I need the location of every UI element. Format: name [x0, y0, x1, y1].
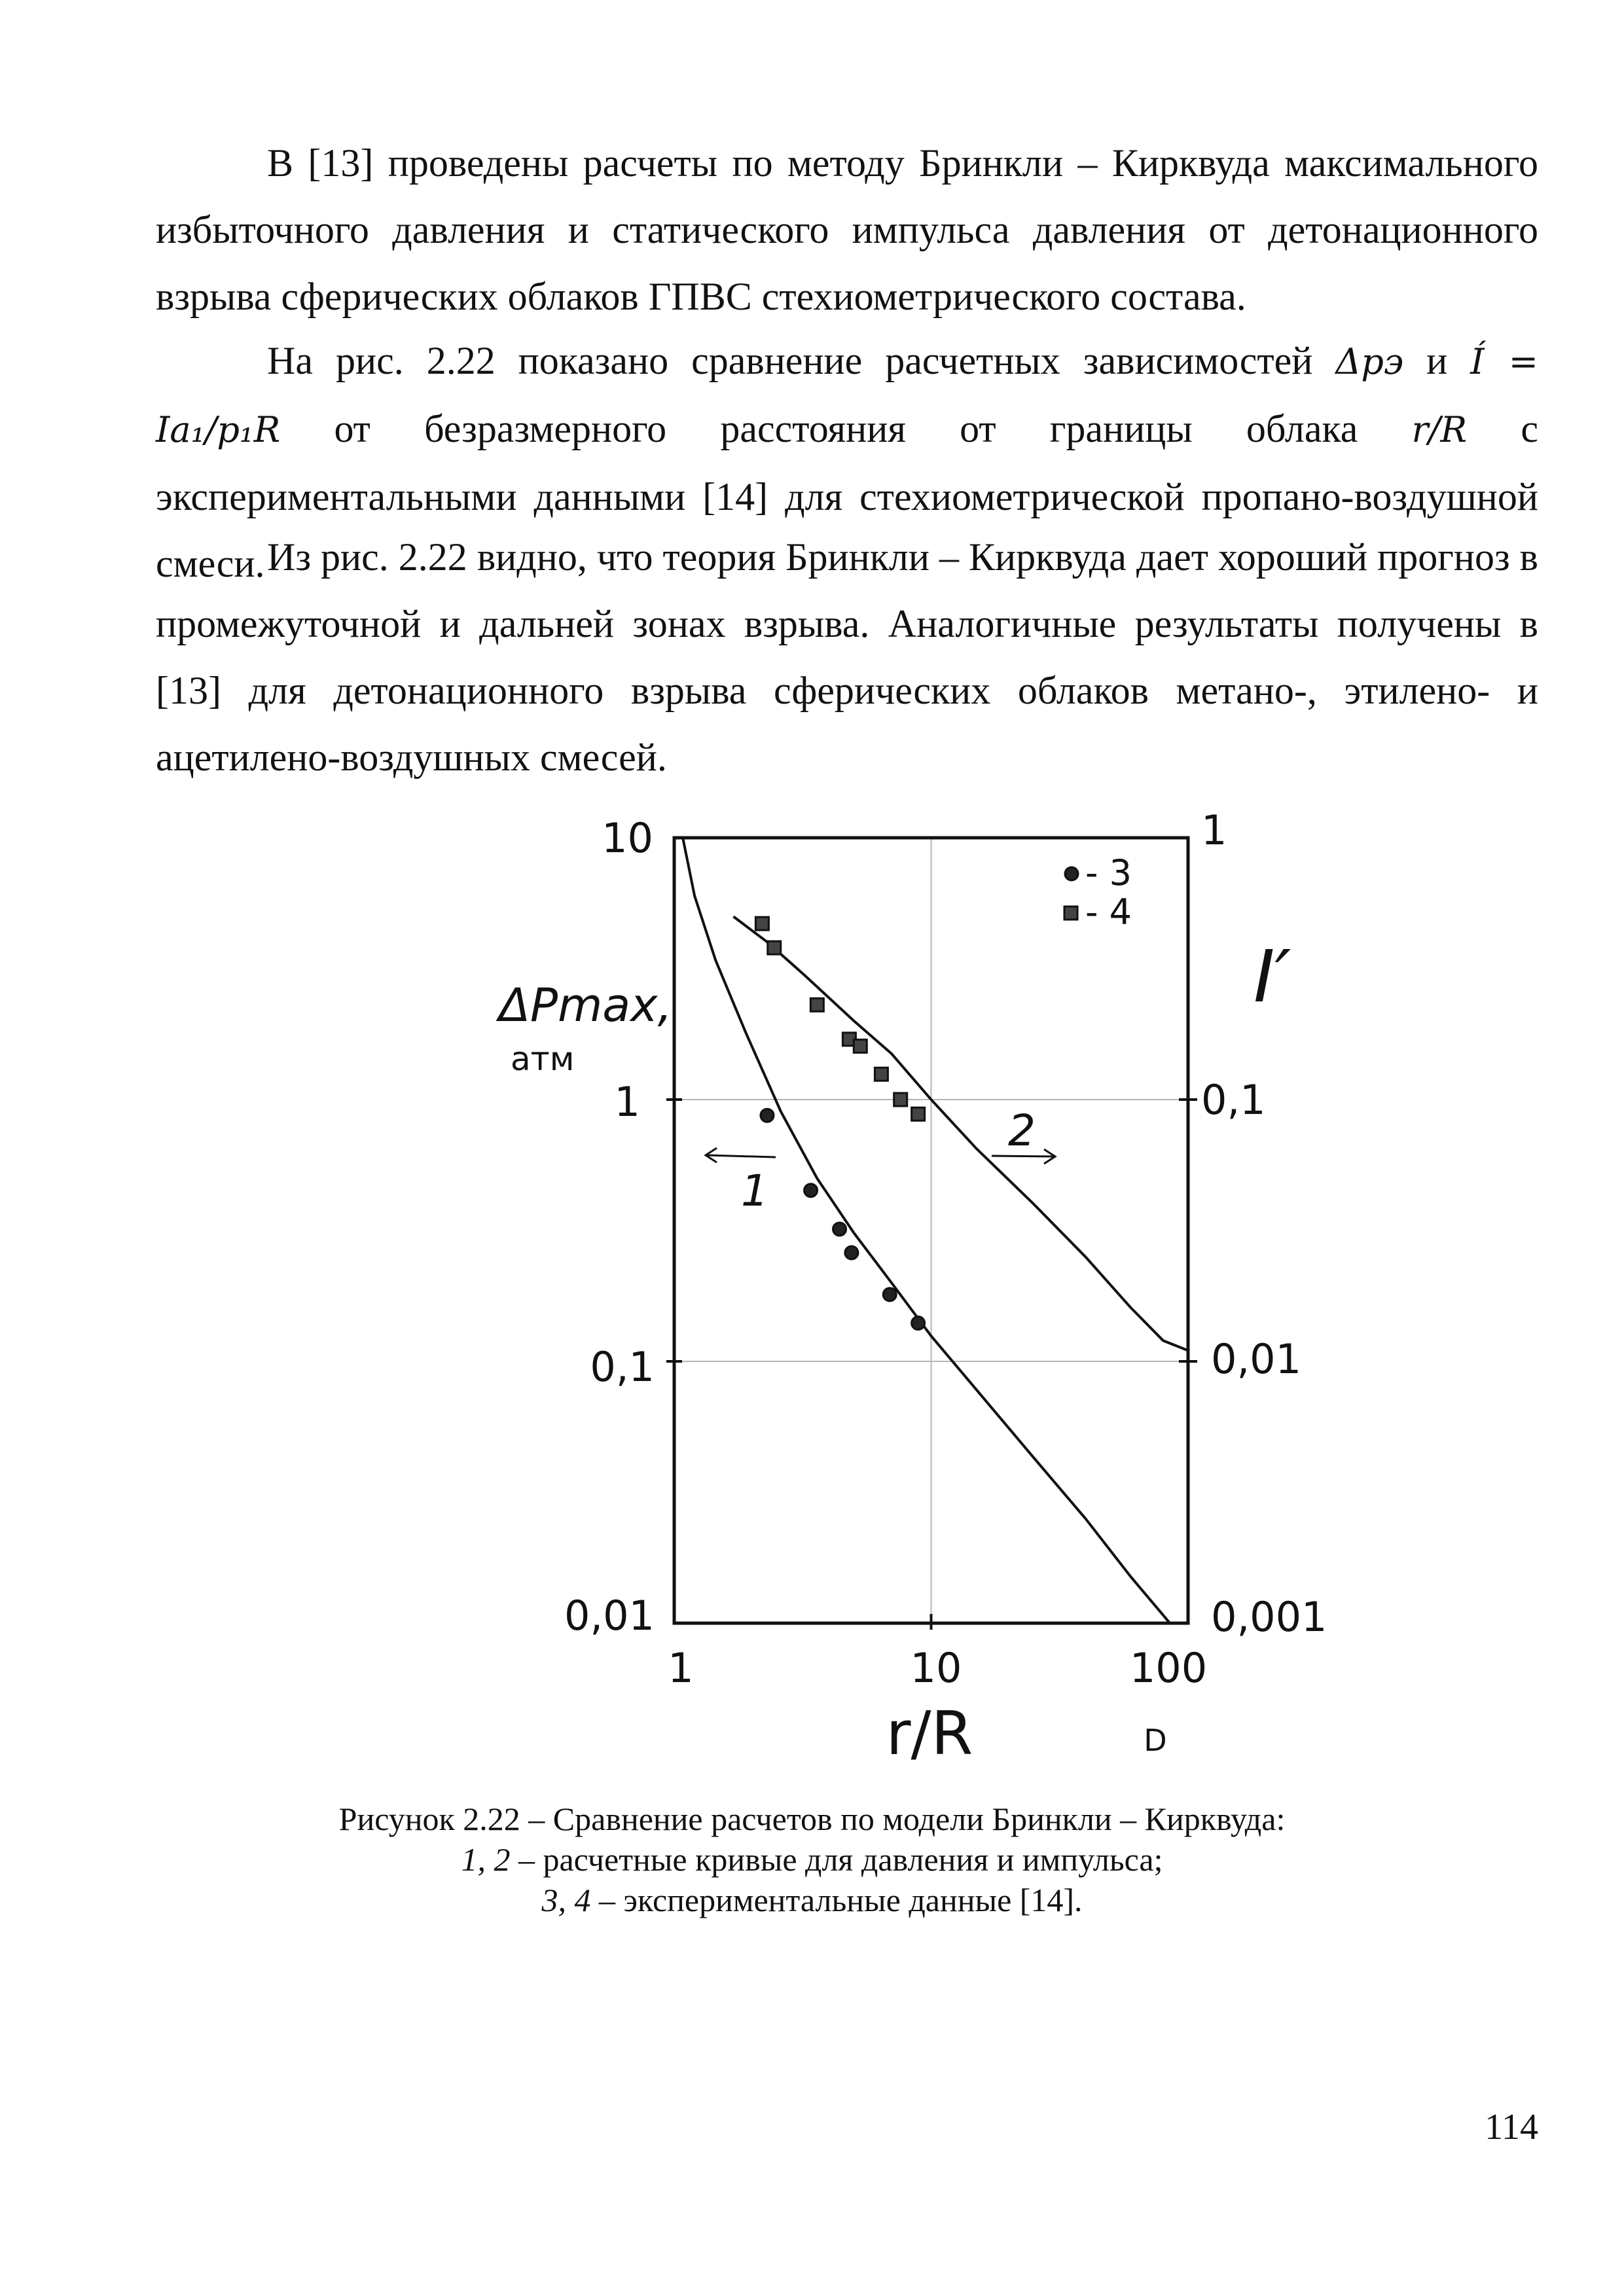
data-point-series-3-4 [883, 1288, 896, 1301]
data-point-series-4-5 [875, 1067, 888, 1081]
caption-data-numbers: 3, 4 [541, 1882, 591, 1918]
legend-square-marker [1064, 906, 1077, 920]
math-impulse-formula: Í = Ia₁/p₁R [156, 341, 1539, 450]
paragraph-3 [156, 524, 1538, 791]
y-right-tick-0-01: 0,01 [1211, 1335, 1302, 1383]
data-point-series-3-3 [845, 1246, 858, 1259]
x-tick-10: 10 [910, 1644, 962, 1692]
figure-caption-line-3 [0, 1880, 1624, 1920]
data-point-series-4-4 [854, 1039, 867, 1052]
stray-mark: D [1144, 1723, 1167, 1758]
data-point-series-3-1 [804, 1184, 818, 1197]
x-tick-100: 100 [1129, 1644, 1208, 1692]
y-right-axis-label: I′ [1254, 935, 1291, 1018]
data-point-series-4-7 [912, 1107, 925, 1121]
y-left-axis-label: ΔPmax, [499, 978, 672, 1032]
paragraph-2-text-c: от безразмерного расстояния от границы облака [334, 407, 1358, 450]
paragraph-1-text: В [13] проведены расчеты по методу Бринкли – Кирквуда максимального избыточного давления и статического импульса давления от детонационного взрыва сферических облаков ГПВС стехиометрического состава. [156, 141, 1538, 318]
paragraph-2-text-d: с экспериментальными данными [14] для стехиометрической пропано-воздушной смеси. [156, 407, 1539, 585]
math-r-over-R: r/R [1411, 409, 1468, 450]
legend-circle-marker [1065, 867, 1078, 880]
x-axis-label: r/R [886, 1698, 973, 1767]
curve-2-label: 2 [1008, 1105, 1036, 1156]
legend-label-3: - 3 [1085, 852, 1132, 893]
y-left-tick-1: 1 [614, 1078, 640, 1126]
page-number: 114 [1485, 2107, 1538, 2147]
x-tick-1: 1 [668, 1644, 694, 1692]
y-left-tick-10: 10 [602, 814, 653, 862]
caption-data-description: – экспериментальные данные [14]. [590, 1882, 1083, 1918]
curve-1-label: 1 [741, 1166, 768, 1216]
curve-1-arrow [707, 1155, 776, 1157]
curve-2-arrow [992, 1156, 1054, 1157]
curve-1 [683, 838, 1170, 1623]
data-point-series-4-6 [894, 1093, 907, 1106]
paragraph-2-text-a: На рис. 2.22 показано сравнение расчетных зависимостей [267, 339, 1313, 382]
data-point-series-3-2 [833, 1223, 846, 1236]
data-point-series-3-5 [912, 1317, 925, 1330]
y-right-tick-1: 1 [1201, 806, 1227, 854]
curve-2-annotation [992, 1105, 1055, 1164]
legend [1064, 852, 1132, 933]
y-left-axis-unit: атм [511, 1040, 575, 1078]
paragraph-2-text-b: и [1426, 339, 1448, 382]
y-right-tick-0-001: 0,001 [1211, 1593, 1327, 1641]
caption-curve-numbers: 1, 2 [461, 1841, 511, 1878]
y-left-tick-0-1: 0,1 [590, 1343, 655, 1391]
math-delta-p: Δpэ [1335, 341, 1404, 382]
figure-caption-line-2 [0, 1839, 1624, 1880]
caption-curve-description: – расчетные кривые для давления и импульса; [510, 1841, 1163, 1878]
y-right-tick-0-1: 0,1 [1201, 1076, 1266, 1124]
paragraph-3-text: Из рис. 2.22 видно, что теория Бринкли – Кирквуда дает хороший прогноз в промежуточной и дальней зонах взрыва. Аналогичные результаты получены в [13] для детонационного взрыва сферических облаков метано-, этилено- и ацетилено-воздушных смесей. [156, 535, 1538, 779]
data-point-series-4-2 [810, 998, 823, 1011]
curve-1-annotation [706, 1148, 776, 1216]
data-point-series-3-0 [761, 1109, 774, 1122]
legend-label-4: - 4 [1085, 891, 1132, 933]
data-point-series-4-0 [755, 917, 768, 930]
y-left-tick-0-01: 0,01 [564, 1592, 655, 1640]
data-point-series-4-1 [768, 941, 781, 954]
paragraph-1 [156, 130, 1538, 330]
figure-2-22-chart [458, 805, 1342, 1767]
figure-caption-line-1: Рисунок 2.22 – Сравнение расчетов по модели Бринкли – Кирквуда: [338, 1801, 1286, 1837]
curve-2 [734, 916, 1189, 1350]
